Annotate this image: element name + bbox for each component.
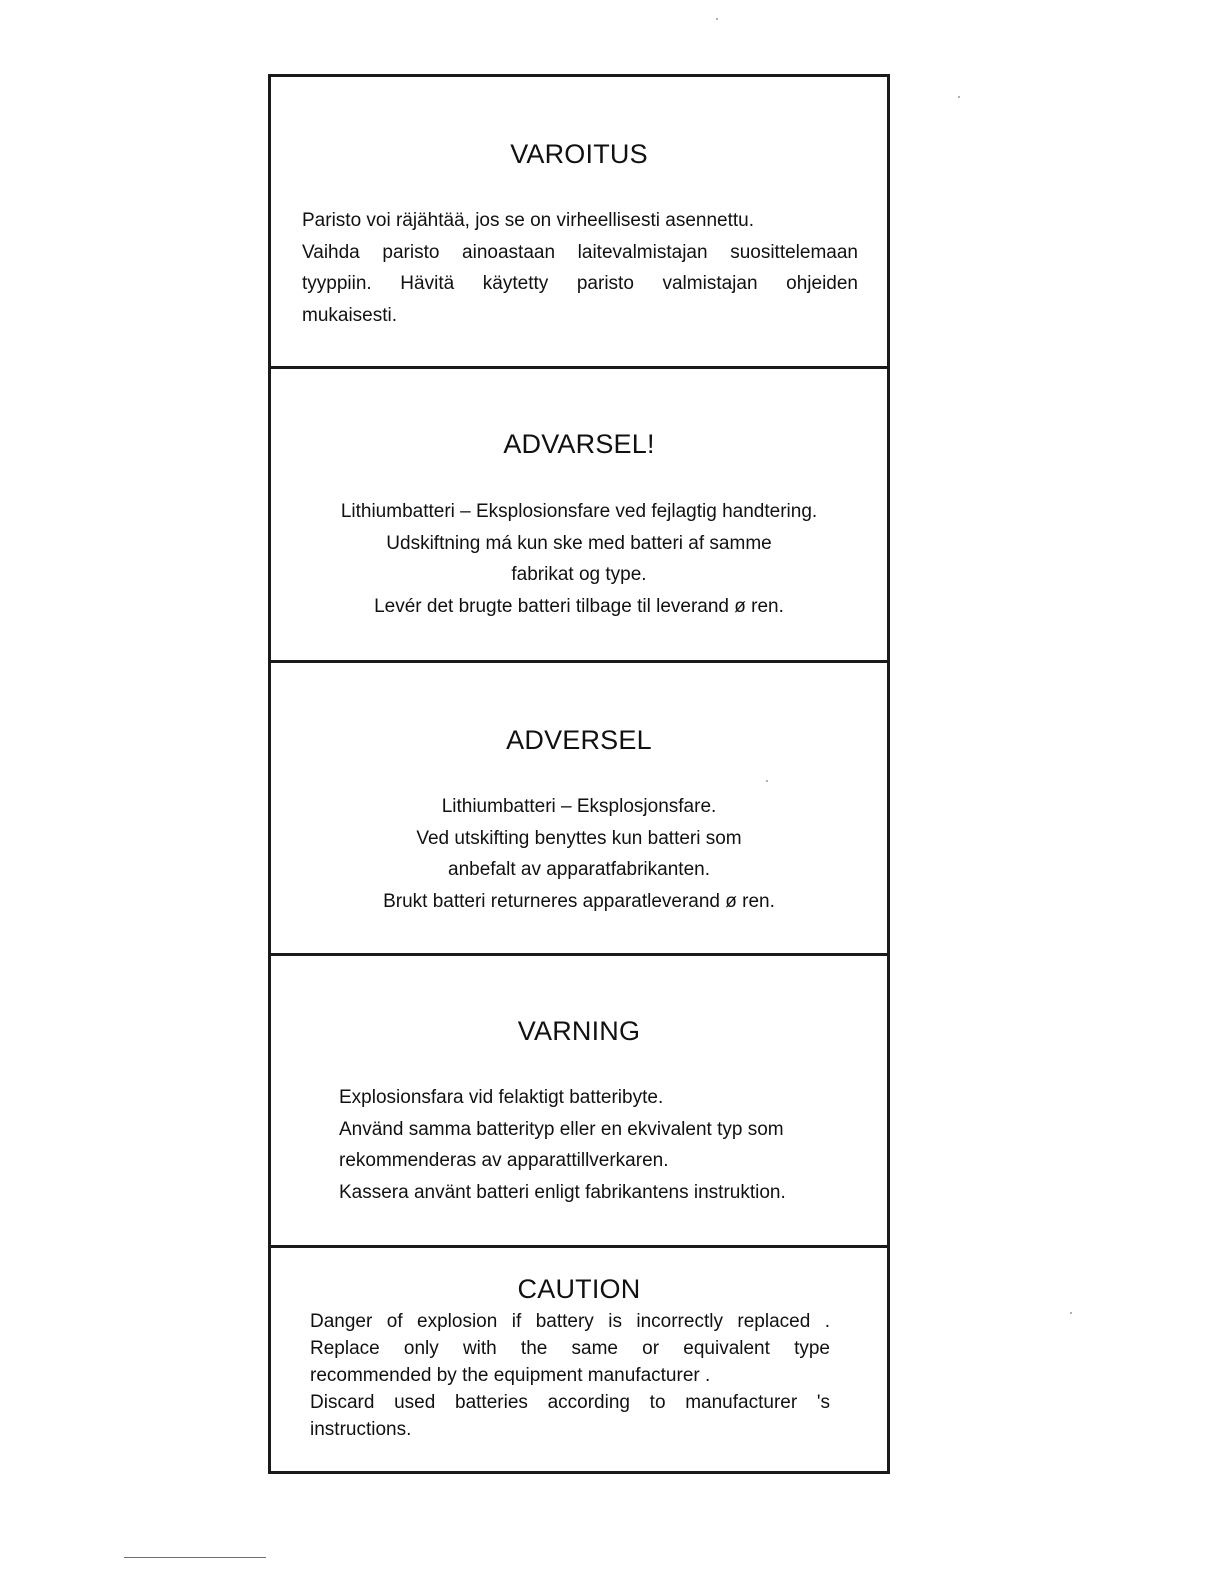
notice-line: Använd samma batterityp eller en ekvivalent typ som [339,1118,784,1140]
notice-title: ADVERSEL [506,725,652,755]
footnote-rule [124,1557,266,1558]
notice-body [339,1082,859,1208]
scan-speck [716,18,718,20]
notice-line: Levér det brugte batteri tilbage til leverand ø ren. [374,595,784,617]
notice-line: recommended by the equipment manufacturer . [310,1365,711,1386]
notice-line: instructions. [310,1419,412,1440]
notice-line: Explosionsfara vid felaktigt batteribyte. [339,1087,664,1108]
scan-speck [958,96,960,98]
notice-english [271,1248,887,1471]
scan-speck [1070,1312,1072,1314]
notice-line: Kassera använt batteri enligt fabrikantens instruktion. [339,1181,786,1203]
notice-line: fabrikat og type. [511,564,647,585]
notice-body [302,205,858,331]
notice-line: Brukt batteri returneres apparatleverand ø ren. [383,890,775,912]
notice-line: Lithiumbatteri – Eksplosionsfare ved fejlagtig handtering. [340,501,818,522]
notice-line: Ved utskifting benyttes kun batteri som [416,827,742,849]
notice-body [271,496,887,622]
notice-line: tyyppiin. Hävitä käytetty paristo valmistajan ohjeiden [302,273,858,294]
notice-line: Replace only with the same or equivalent type [310,1338,830,1359]
notice-title: CAUTION [517,1274,641,1304]
notice-line: Paristo voi räjähtää, jos se on virheellisesti asennettu. [302,210,755,231]
notice-body [271,791,887,917]
notice-danish [271,369,887,663]
notice-line: mukaisesti. [302,304,398,326]
notice-line: anbefalt av apparatfabrikanten. [448,859,710,880]
notice-norwegian [271,663,887,956]
notice-title: VAROITUS [510,139,648,169]
notice-line: Discard used batteries according to manufacturer 's [310,1392,830,1413]
notice-line: Danger of explosion if battery is incorrectly replaced . [310,1311,830,1332]
notice-title: ADVARSEL! [503,429,655,459]
warning-label-frame [268,74,890,1474]
notice-line: Vaihda paristo ainoastaan laitevalmistajan suosittelemaan [302,241,858,263]
scan-speck [766,780,768,782]
notice-body [310,1308,830,1443]
notice-swedish [271,956,887,1248]
notice-line: Udskiftning má kun ske med batteri af samme [386,532,772,554]
notice-line: Lithiumbatteri – Eksplosjonsfare. [441,796,717,817]
notice-line: rekommenderas av apparattillverkaren. [339,1150,669,1171]
notice-title: VARNING [517,1016,641,1046]
notice-finnish [271,77,887,369]
